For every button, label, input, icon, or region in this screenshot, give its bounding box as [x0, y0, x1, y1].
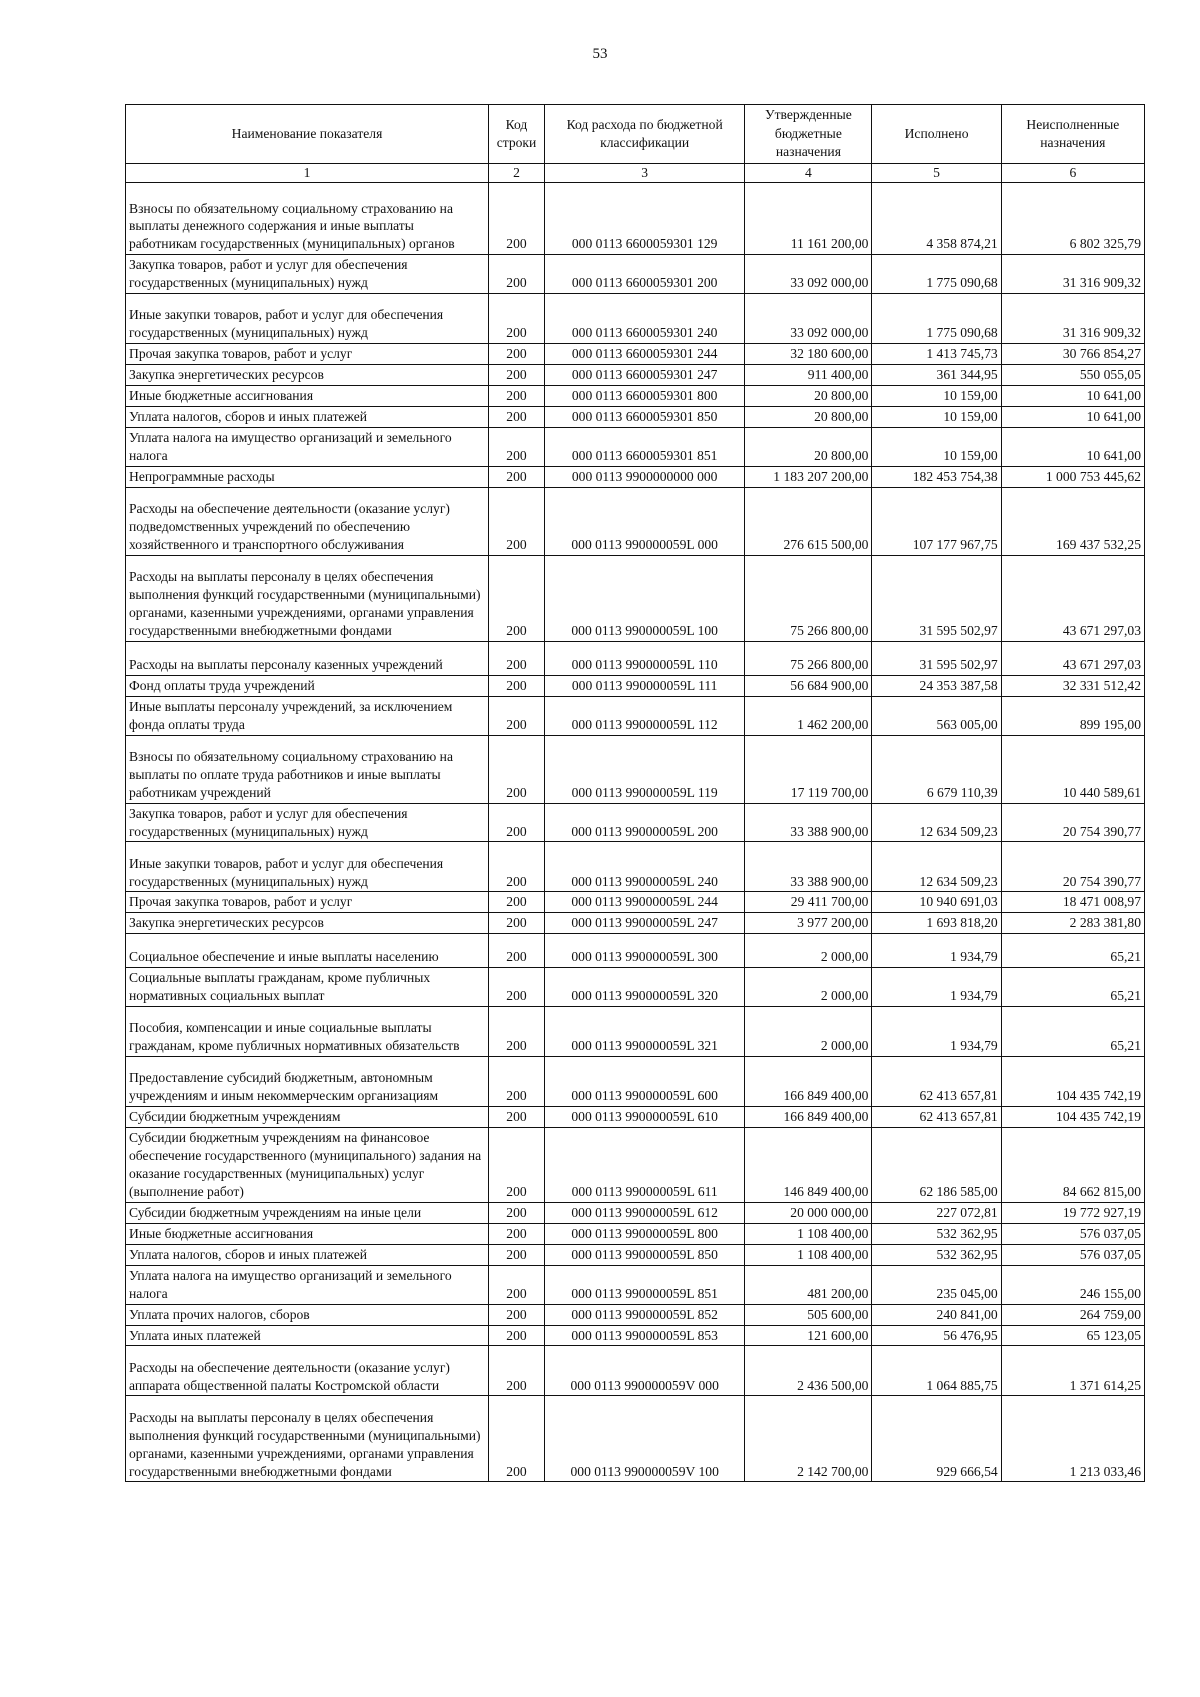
row-executed: 361 344,95 [872, 365, 1001, 386]
row-executed: 532 362,95 [872, 1244, 1001, 1265]
row-unexecuted: 20 754 390,77 [1001, 803, 1144, 842]
header-name: Наименование показателя [126, 105, 489, 164]
row-executed: 10 940 691,03 [872, 892, 1001, 913]
row-name: Социальные выплаты гражданам, кроме публичных нормативных социальных выплат [126, 968, 489, 1007]
row-approved: 481 200,00 [745, 1265, 872, 1304]
column-number: 3 [545, 164, 745, 183]
column-number: 2 [489, 164, 545, 183]
row-approved: 20 000 000,00 [745, 1202, 872, 1223]
row-executed: 6 679 110,39 [872, 735, 1001, 803]
row-unexecuted: 65,21 [1001, 1007, 1144, 1057]
row-name: Уплата налогов, сборов и иных платежей [126, 1244, 489, 1265]
row-unexecuted: 10 641,00 [1001, 386, 1144, 407]
table-row [126, 427, 1145, 466]
table-row [126, 1128, 1145, 1203]
row-name: Непрограммные расходы [126, 466, 489, 487]
row-unexecuted: 169 437 532,25 [1001, 487, 1144, 555]
row-name: Иные бюджетные ассигнования [126, 1223, 489, 1244]
row-approved: 20 800,00 [745, 407, 872, 428]
row-name: Прочая закупка товаров, работ и услуг [126, 892, 489, 913]
table-row [126, 1304, 1145, 1325]
row-line-code: 200 [489, 696, 545, 735]
row-unexecuted: 10 641,00 [1001, 427, 1144, 466]
table-row [126, 407, 1145, 428]
row-budget-code: 000 0113 990000059L 112 [545, 696, 745, 735]
row-line-code: 200 [489, 294, 545, 344]
row-line-code: 200 [489, 675, 545, 696]
header-unexecuted: Неисполненные назначения [1001, 105, 1144, 164]
row-budget-code: 000 0113 990000059L 321 [545, 1007, 745, 1057]
row-executed: 62 413 657,81 [872, 1057, 1001, 1107]
row-unexecuted: 19 772 927,19 [1001, 1202, 1144, 1223]
row-executed: 1 775 090,68 [872, 255, 1001, 294]
row-budget-code: 000 0113 9900000000 000 [545, 466, 745, 487]
row-line-code: 200 [489, 968, 545, 1007]
row-line-code: 200 [489, 365, 545, 386]
row-budget-code: 000 0113 990000059L 247 [545, 913, 745, 934]
row-name: Взносы по обязательному социальному страхованию на выплаты по оплате труда работников и иные выплаты работникам учреждений [126, 735, 489, 803]
row-executed: 56 476,95 [872, 1325, 1001, 1346]
row-approved: 2 000,00 [745, 1007, 872, 1057]
row-approved: 20 800,00 [745, 386, 872, 407]
row-approved: 33 092 000,00 [745, 294, 872, 344]
row-name: Субсидии бюджетным учреждениям на иные цели [126, 1202, 489, 1223]
table-body [126, 183, 1145, 1482]
row-approved: 2 142 700,00 [745, 1396, 872, 1482]
row-approved: 2 436 500,00 [745, 1346, 872, 1396]
row-name: Пособия, компенсации и иные социальные выплаты гражданам, кроме публичных нормативных обязательств [126, 1007, 489, 1057]
table-row [126, 294, 1145, 344]
row-approved: 2 000,00 [745, 934, 872, 968]
table-row [126, 487, 1145, 555]
table-row [126, 696, 1145, 735]
row-line-code: 200 [489, 1223, 545, 1244]
header-row [126, 105, 1145, 164]
row-unexecuted: 84 662 815,00 [1001, 1128, 1144, 1203]
table-row [126, 183, 1145, 255]
row-line-code: 200 [489, 255, 545, 294]
column-number: 5 [872, 164, 1001, 183]
table-row [126, 1396, 1145, 1482]
row-budget-code: 000 0113 990000059V 000 [545, 1346, 745, 1396]
row-unexecuted: 65,21 [1001, 968, 1144, 1007]
row-executed: 62 413 657,81 [872, 1107, 1001, 1128]
row-budget-code: 000 0113 6600059301 851 [545, 427, 745, 466]
row-budget-code: 000 0113 990000059L 853 [545, 1325, 745, 1346]
column-number: 1 [126, 164, 489, 183]
row-unexecuted: 31 316 909,32 [1001, 294, 1144, 344]
row-unexecuted: 104 435 742,19 [1001, 1107, 1144, 1128]
table-row [126, 555, 1145, 641]
row-line-code: 200 [489, 803, 545, 842]
table-row [126, 365, 1145, 386]
row-unexecuted: 264 759,00 [1001, 1304, 1144, 1325]
table-row [126, 1007, 1145, 1057]
row-line-code: 200 [489, 407, 545, 428]
row-line-code: 200 [489, 555, 545, 641]
row-budget-code: 000 0113 990000059L 000 [545, 487, 745, 555]
row-executed: 1 934,79 [872, 1007, 1001, 1057]
row-unexecuted: 20 754 390,77 [1001, 842, 1144, 892]
row-name: Субсидии бюджетным учреждениям на финансовое обеспечение государственного (муниципального) задания на оказание государственных (муниципальных) услуг (выполнение работ) [126, 1128, 489, 1203]
row-budget-code: 000 0113 6600059301 240 [545, 294, 745, 344]
row-line-code: 200 [489, 1304, 545, 1325]
row-budget-code: 000 0113 6600059301 800 [545, 386, 745, 407]
row-line-code: 200 [489, 183, 545, 255]
table-row [126, 913, 1145, 934]
row-approved: 32 180 600,00 [745, 344, 872, 365]
header-executed: Исполнено [872, 105, 1001, 164]
row-approved: 56 684 900,00 [745, 675, 872, 696]
row-unexecuted: 104 435 742,19 [1001, 1057, 1144, 1107]
header-budget-code: Код расхода по бюджетной классификации [545, 105, 745, 164]
row-name: Иные закупки товаров, работ и услуг для обеспечения государственных (муниципальных) нужд [126, 842, 489, 892]
table-row [126, 803, 1145, 842]
row-name: Расходы на выплаты персоналу в целях обеспечения выполнения функций государственными (муниципальными) органами, казенными учреждениями, органами управления государственными внебюджетными фондами [126, 1396, 489, 1482]
row-unexecuted: 30 766 854,27 [1001, 344, 1144, 365]
row-line-code: 200 [489, 1202, 545, 1223]
row-approved: 3 977 200,00 [745, 913, 872, 934]
row-approved: 17 119 700,00 [745, 735, 872, 803]
row-approved: 166 849 400,00 [745, 1057, 872, 1107]
row-budget-code: 000 0113 990000059L 300 [545, 934, 745, 968]
row-line-code: 200 [489, 735, 545, 803]
row-approved: 29 411 700,00 [745, 892, 872, 913]
row-budget-code: 000 0113 6600059301 247 [545, 365, 745, 386]
row-budget-code: 000 0113 990000059L 111 [545, 675, 745, 696]
row-approved: 121 600,00 [745, 1325, 872, 1346]
row-name: Расходы на обеспечение деятельности (оказание услуг) подведомственных учреждений по обеспечению хозяйственного и транспортного обслуживания [126, 487, 489, 555]
row-budget-code: 000 0113 6600059301 129 [545, 183, 745, 255]
row-approved: 505 600,00 [745, 1304, 872, 1325]
table-row [126, 934, 1145, 968]
row-line-code: 200 [489, 1244, 545, 1265]
row-executed: 107 177 967,75 [872, 487, 1001, 555]
row-approved: 911 400,00 [745, 365, 872, 386]
row-budget-code: 000 0113 990000059L 611 [545, 1128, 745, 1203]
table-row [126, 968, 1145, 1007]
table-row [126, 1057, 1145, 1107]
row-executed: 4 358 874,21 [872, 183, 1001, 255]
header-approved: Утвержденные бюджетные назначения [745, 105, 872, 164]
table-row [126, 386, 1145, 407]
row-name: Фонд оплаты труда учреждений [126, 675, 489, 696]
row-executed: 563 005,00 [872, 696, 1001, 735]
budget-execution-table [125, 104, 1145, 1482]
row-budget-code: 000 0113 990000059L 244 [545, 892, 745, 913]
row-approved: 146 849 400,00 [745, 1128, 872, 1203]
row-unexecuted: 899 195,00 [1001, 696, 1144, 735]
row-name: Расходы на обеспечение деятельности (оказание услуг) аппарата общественной палаты Костромской области [126, 1346, 489, 1396]
row-unexecuted: 576 037,05 [1001, 1244, 1144, 1265]
row-executed: 1 413 745,73 [872, 344, 1001, 365]
table-row [126, 1107, 1145, 1128]
row-line-code: 200 [489, 344, 545, 365]
table-row [126, 735, 1145, 803]
row-approved: 33 388 900,00 [745, 842, 872, 892]
row-budget-code: 000 0113 990000059L 110 [545, 641, 745, 675]
table-row [126, 1265, 1145, 1304]
row-executed: 1 934,79 [872, 934, 1001, 968]
row-budget-code: 000 0113 990000059L 610 [545, 1107, 745, 1128]
row-approved: 1 108 400,00 [745, 1223, 872, 1244]
row-name: Прочая закупка товаров, работ и услуг [126, 344, 489, 365]
row-unexecuted: 18 471 008,97 [1001, 892, 1144, 913]
row-executed: 532 362,95 [872, 1223, 1001, 1244]
row-line-code: 200 [489, 1325, 545, 1346]
row-approved: 20 800,00 [745, 427, 872, 466]
row-approved: 2 000,00 [745, 968, 872, 1007]
row-approved: 276 615 500,00 [745, 487, 872, 555]
row-line-code: 200 [489, 466, 545, 487]
row-executed: 227 072,81 [872, 1202, 1001, 1223]
row-line-code: 200 [489, 1346, 545, 1396]
row-budget-code: 000 0113 6600059301 200 [545, 255, 745, 294]
row-executed: 10 159,00 [872, 427, 1001, 466]
row-name: Закупка товаров, работ и услуг для обеспечения государственных (муниципальных) нужд [126, 803, 489, 842]
row-unexecuted: 65 123,05 [1001, 1325, 1144, 1346]
row-executed: 182 453 754,38 [872, 466, 1001, 487]
row-line-code: 200 [489, 1057, 545, 1107]
row-budget-code: 000 0113 990000059L 200 [545, 803, 745, 842]
row-unexecuted: 10 641,00 [1001, 407, 1144, 428]
table-row [126, 255, 1145, 294]
row-name: Иные выплаты персоналу учреждений, за исключением фонда оплаты труда [126, 696, 489, 735]
row-executed: 240 841,00 [872, 1304, 1001, 1325]
row-name: Уплата иных платежей [126, 1325, 489, 1346]
table-row [126, 1223, 1145, 1244]
row-unexecuted: 32 331 512,42 [1001, 675, 1144, 696]
row-line-code: 200 [489, 1007, 545, 1057]
row-budget-code: 000 0113 990000059L 852 [545, 1304, 745, 1325]
row-approved: 166 849 400,00 [745, 1107, 872, 1128]
table-row [126, 892, 1145, 913]
header-line-code: Код строки [489, 105, 545, 164]
row-unexecuted: 65,21 [1001, 934, 1144, 968]
row-executed: 1 693 818,20 [872, 913, 1001, 934]
row-unexecuted: 550 055,05 [1001, 365, 1144, 386]
row-line-code: 200 [489, 386, 545, 407]
row-executed: 10 159,00 [872, 386, 1001, 407]
row-executed: 1 064 885,75 [872, 1346, 1001, 1396]
row-line-code: 200 [489, 487, 545, 555]
row-budget-code: 000 0113 990000059L 320 [545, 968, 745, 1007]
row-line-code: 200 [489, 913, 545, 934]
row-name: Предоставление субсидий бюджетным, автономным учреждениям и иным некоммерческим организациям [126, 1057, 489, 1107]
table-row [126, 1244, 1145, 1265]
row-name: Уплата налога на имущество организаций и земельного налога [126, 1265, 489, 1304]
row-approved: 75 266 800,00 [745, 555, 872, 641]
table-row [126, 1202, 1145, 1223]
row-line-code: 200 [489, 842, 545, 892]
row-budget-code: 000 0113 990000059L 800 [545, 1223, 745, 1244]
row-line-code: 200 [489, 1128, 545, 1203]
row-budget-code: 000 0113 990000059L 240 [545, 842, 745, 892]
row-approved: 1 108 400,00 [745, 1244, 872, 1265]
row-approved: 11 161 200,00 [745, 183, 872, 255]
row-unexecuted: 576 037,05 [1001, 1223, 1144, 1244]
row-line-code: 200 [489, 892, 545, 913]
row-name: Расходы на выплаты персоналу в целях обеспечения выполнения функций государственными (муниципальными) органами, казенными учреждениями, органами управления государственными внебюджетными фондами [126, 555, 489, 641]
row-unexecuted: 1 213 033,46 [1001, 1396, 1144, 1482]
row-unexecuted: 1 371 614,25 [1001, 1346, 1144, 1396]
table-row [126, 344, 1145, 365]
table-row [126, 842, 1145, 892]
table-row [126, 1346, 1145, 1396]
row-executed: 12 634 509,23 [872, 803, 1001, 842]
row-budget-code: 000 0113 990000059L 119 [545, 735, 745, 803]
row-unexecuted: 10 440 589,61 [1001, 735, 1144, 803]
row-executed: 62 186 585,00 [872, 1128, 1001, 1203]
row-line-code: 200 [489, 1107, 545, 1128]
row-budget-code: 000 0113 990000059L 600 [545, 1057, 745, 1107]
row-line-code: 200 [489, 1396, 545, 1482]
row-approved: 1 462 200,00 [745, 696, 872, 735]
row-name: Закупка энергетических ресурсов [126, 365, 489, 386]
row-executed: 31 595 502,97 [872, 641, 1001, 675]
row-executed: 10 159,00 [872, 407, 1001, 428]
row-unexecuted: 43 671 297,03 [1001, 555, 1144, 641]
row-budget-code: 000 0113 990000059L 612 [545, 1202, 745, 1223]
row-executed: 24 353 387,58 [872, 675, 1001, 696]
row-budget-code: 000 0113 990000059V 100 [545, 1396, 745, 1482]
row-executed: 12 634 509,23 [872, 842, 1001, 892]
row-executed: 1 934,79 [872, 968, 1001, 1007]
row-approved: 1 183 207 200,00 [745, 466, 872, 487]
row-budget-code: 000 0113 990000059L 850 [545, 1244, 745, 1265]
row-line-code: 200 [489, 934, 545, 968]
row-name: Субсидии бюджетным учреждениям [126, 1107, 489, 1128]
row-name: Уплата налога на имущество организаций и земельного налога [126, 427, 489, 466]
row-name: Социальное обеспечение и иные выплаты населению [126, 934, 489, 968]
row-unexecuted: 2 283 381,80 [1001, 913, 1144, 934]
row-name: Уплата прочих налогов, сборов [126, 1304, 489, 1325]
column-number: 4 [745, 164, 872, 183]
row-executed: 929 666,54 [872, 1396, 1001, 1482]
row-name: Иные закупки товаров, работ и услуг для обеспечения государственных (муниципальных) нужд [126, 294, 489, 344]
row-name: Иные бюджетные ассигнования [126, 386, 489, 407]
row-budget-code: 000 0113 6600059301 850 [545, 407, 745, 428]
row-name: Уплата налогов, сборов и иных платежей [126, 407, 489, 428]
table-row [126, 1325, 1145, 1346]
row-approved: 75 266 800,00 [745, 641, 872, 675]
row-budget-code: 000 0113 990000059L 851 [545, 1265, 745, 1304]
row-executed: 235 045,00 [872, 1265, 1001, 1304]
row-budget-code: 000 0113 990000059L 100 [545, 555, 745, 641]
row-line-code: 200 [489, 427, 545, 466]
column-number: 6 [1001, 164, 1144, 183]
row-budget-code: 000 0113 6600059301 244 [545, 344, 745, 365]
row-name: Закупка энергетических ресурсов [126, 913, 489, 934]
row-unexecuted: 246 155,00 [1001, 1265, 1144, 1304]
row-executed: 1 775 090,68 [872, 294, 1001, 344]
table-row [126, 466, 1145, 487]
row-unexecuted: 1 000 753 445,62 [1001, 466, 1144, 487]
row-approved: 33 092 000,00 [745, 255, 872, 294]
table-row [126, 675, 1145, 696]
page-number: 53 [592, 46, 608, 62]
row-name: Закупка товаров, работ и услуг для обеспечения государственных (муниципальных) нужд [126, 255, 489, 294]
column-number-row [126, 164, 1145, 183]
row-line-code: 200 [489, 1265, 545, 1304]
row-approved: 33 388 900,00 [745, 803, 872, 842]
row-unexecuted: 6 802 325,79 [1001, 183, 1144, 255]
row-unexecuted: 43 671 297,03 [1001, 641, 1144, 675]
row-name: Взносы по обязательному социальному страхованию на выплаты денежного содержания и иные выплаты работникам государственных (муниципальных) органов [126, 183, 489, 255]
row-unexecuted: 31 316 909,32 [1001, 255, 1144, 294]
table-row [126, 641, 1145, 675]
row-executed: 31 595 502,97 [872, 555, 1001, 641]
row-name: Расходы на выплаты персоналу казенных учреждений [126, 641, 489, 675]
row-line-code: 200 [489, 641, 545, 675]
